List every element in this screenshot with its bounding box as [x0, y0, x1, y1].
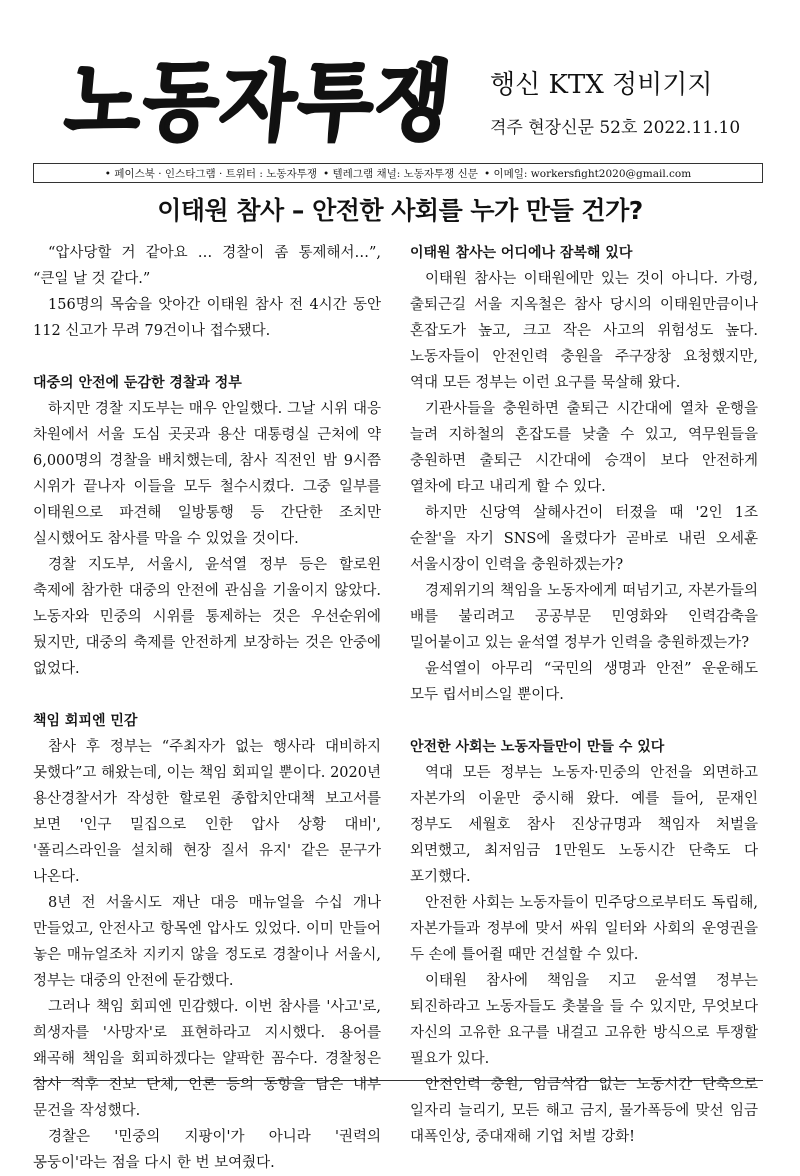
article-headline: 이태원 참사 – 안전한 사회를 누가 만들 건가? — [157, 196, 643, 225]
section-heading: 대중의 안전에 둔감한 경찰과 정부 — [33, 375, 242, 391]
newspaper-logo: 노동자투쟁 — [61, 53, 458, 153]
section-spacer — [33, 682, 381, 708]
article-paragraph: 역대 모든 정부는 노동자·민중의 안전을 외면하고 자본가의 이윤만 중시해 왔다. 예를 들어, 문재인 정부도 세월호 참사 진상규명과 책임자 처벌을 외면했고, 최저임금 1만원도 노동시간 단축도 다 포기했다. — [410, 765, 758, 885]
section-heading: 이태원 참사는 어디에나 잠복해 있다 — [410, 245, 633, 261]
article-paragraph: 경찰 지도부, 서울시, 윤석열 정부 등은 할로윈 축제에 참가한 대중의 안전에 관심을 기울이지 않았다. 노동자와 민중의 시위를 통제하는 것은 우선순위에 뒀지만, 대중의 축제를 안전하게 보장하는 것은 안중에 없었다. — [33, 557, 381, 677]
article-paragraph: 참사 후 정부는 “주최자가 없는 행사라 대비하지 못했다”고 해왔는데, 이는 책임 회피일 뿐이다. 2020년 용산경찰서가 작성한 할로윈 종합치안대책 보고서를 보면 '인구 밀집으로 인한 압사 상황 대비', '폴리스라인을 설치해 현장 질서 유지' 같은 문구가 나온다. — [33, 739, 381, 885]
article-paragraph: 경찰은 '민중의 지팡이'가 아니라 '권력의 몽둥이'라는 점을 다시 한 번 보여줬다. — [33, 1129, 381, 1171]
article-paragraph: 이태원 참사는 이태원에만 있는 것이 아니다. 가령, 출퇴근길 서울 지옥철은 참사 당시의 이태원만큼이나 혼잡도가 높고, 크고 작은 사고의 위험성도 높다. 노동자들이 안전인력 충원을 주구장창 요청했지만, 역대 모든 정부는 이런 요구를 묵살해 왔다. — [410, 271, 758, 391]
article-paragraph: 경제위기의 책임을 노동자에게 떠넘기고, 자본가들의 배를 불리려고 공공부문 민영화와 인력감축을 밀어붙이고 있는 윤석열 정부가 인력을 충원하겠는가? — [410, 583, 758, 651]
section-spacer — [410, 708, 758, 734]
article-paragraph: 하지만 신당역 살해사건이 터졌을 때 '2인 1조 순찰'을 자기 SNS에 올렸다가 곧바로 내린 오세훈 서울시장이 인력을 충원하겠는가? — [410, 505, 758, 573]
left-column — [33, 240, 381, 1176]
telegram-info: • 텔레그램 채널: 노동자투쟁 신문 — [323, 167, 478, 180]
article-paragraph: 그러나 책임 회피엔 민감했다. 이번 참사를 '사고'로, 희생자를 '사망자'로 표현하라고 지시했다. 용어를 왜곡해 책임을 회피하겠다는 얄팍한 꼼수다. 경찰청은 참사 직후 진보 단체, 언론 등의 동향을 담은 내부 문건을 작성했다. — [33, 999, 381, 1119]
article-paragraph: 기관사들을 충원하면 출퇴근 시간대에 열차 운행을 늘려 지하철의 혼잡도를 낮출 수 있고, 역무원들을 충원하면 출퇴근 시간대에 승객이 보다 안전하게 열차에 타고 내리게 할 수 있다. — [410, 401, 758, 495]
article-paragraph: 윤석열이 아무리 “국민의 생명과 안전” 운운해도 모두 립서비스일 뿐이다. — [410, 661, 758, 703]
workplace-name: 행신 KTX 정비기지 — [490, 70, 713, 100]
footer-divider — [33, 1080, 763, 1081]
section-heading: 안전한 사회는 노동자들만이 만들 수 있다 — [410, 739, 665, 755]
article-paragraph: 안전한 사회는 노동자들이 민주당으로부터도 독립해, 자본가들과 정부에 맞서 싸워 일터와 사회의 운영권을 두 손에 틀어쥘 때만 건설할 수 있다. — [410, 895, 758, 963]
article-paragraph: 안전인력 충원, 임금삭감 없는 노동시간 단축으로 일자리 늘리기, 모든 해고 금지, 물가폭등에 맞선 임금 대폭인상, 중대재해 기업 처벌 강화! — [410, 1077, 758, 1145]
contact-bar — [33, 163, 763, 183]
section-heading: 책임 회피엔 민감 — [33, 713, 138, 729]
article-paragraph: 156명의 목숨을 앗아간 이태원 참사 전 4시간 동안 112 신고가 무려 79건이나 접수됐다. — [33, 297, 381, 339]
article-paragraph: 8년 전 서울시도 재난 대응 매뉴얼을 수십 개나 만들었고, 안전사고 항목엔 압사도 있었다. 이미 만들어 놓은 매뉴얼조차 지키지 않을 정도로 경찰이나 서울시, 정부는 대중의 안전에 둔감했다. — [33, 895, 381, 989]
section-spacer — [33, 344, 381, 370]
right-column — [410, 240, 758, 1150]
article-paragraph: 이태원 참사에 책임을 지고 윤석열 정부는 퇴진하라고 노동자들도 촛불을 들 수 있지만, 무엇보다 자신의 고유한 요구를 내걸고 고유한 방식으로 투쟁할 필요가 있다. — [410, 973, 758, 1067]
article-paragraph: “압사당할 거 같아요 … 경찰이 좀 통제해서…”, “큰일 날 것 같다.” — [33, 245, 381, 287]
issue-info: 격주 현장신문 52호 2022.11.10 — [490, 118, 741, 138]
masthead — [60, 52, 760, 162]
social-media-info: • 페이스북 · 인스타그램 · 트위터 : 노동자투쟁 — [104, 167, 317, 180]
article-paragraph: 하지만 경찰 지도부는 매우 안일했다. 그날 시위 대응 차원에서 서울 도심 곳곳과 용산 대통령실 근처에 약 6,000명의 경찰을 배치했는데, 참사 직전인 밤 9시쯤 시위가 끝나자 이들을 모두 철수시켰다. 그중 일부를 이태원으로 파견해 일방통행 등 간단한 조치만 실시했어도 참사를 막을 수 있었을 것이다. — [33, 401, 381, 547]
email-info: • 이메일: workersfight2020@gmail.com — [483, 167, 692, 180]
